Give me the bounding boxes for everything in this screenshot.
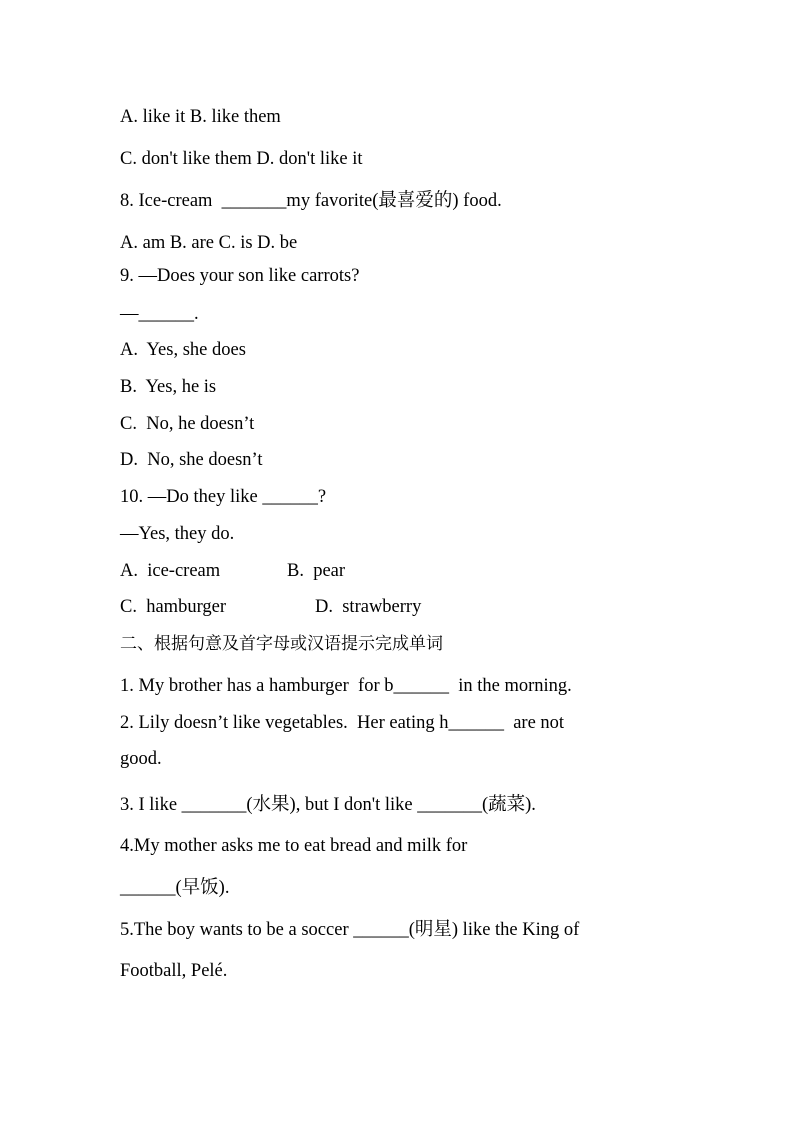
s2-item-5-line2: Football, Pelé.	[120, 961, 228, 981]
q9-answer-line: —______.	[120, 304, 199, 324]
q7-options-ab: A. like it B. like them	[120, 107, 281, 127]
q9-option-c: C. No, he doesn’t	[120, 414, 255, 434]
q10-option-c: C. hamburger	[120, 597, 227, 617]
q8-stem: 8. Ice-cream _______my favorite(最喜爱的) food.	[120, 191, 502, 211]
s2-item-2-line2: good.	[120, 749, 162, 769]
s2-item-5-line1: 5.The boy wants to be a soccer ______(明星) like the King of	[120, 920, 580, 940]
section2-heading: 二、根据句意及首字母或汉语提示完成单词	[120, 634, 443, 654]
q10-option-a: A. ice-cream	[120, 561, 221, 581]
s2-item-4-line2: ______(早饭).	[120, 878, 230, 898]
s2-item-2-line1: 2. Lily doesn’t like vegetables. Her eating h______ are not	[120, 713, 565, 733]
q10-stem: 10. —Do they like ______?	[120, 487, 327, 507]
s2-item-3: 3. I like _______(水果), but I don't like _______(蔬菜).	[120, 795, 536, 815]
q8-options: A. am B. are C. is D. be	[120, 233, 298, 253]
q10-reply: —Yes, they do.	[120, 524, 235, 544]
q10-option-d: D. strawberry	[315, 597, 422, 617]
s2-item-4-line1: 4.My mother asks me to eat bread and milk for	[120, 836, 468, 856]
s2-item-1: 1. My brother has a hamburger for b______ in the morning.	[120, 676, 572, 696]
q9-stem: 9. —Does your son like carrots?	[120, 266, 360, 286]
q10-option-b: B. pear	[287, 561, 346, 581]
q9-option-b: B. Yes, he is	[120, 377, 217, 397]
q9-option-d: D. No, she doesn’t	[120, 450, 263, 470]
q9-option-a: A. Yes, she does	[120, 340, 246, 360]
q7-options-cd: C. don't like them D. don't like it	[120, 149, 363, 169]
